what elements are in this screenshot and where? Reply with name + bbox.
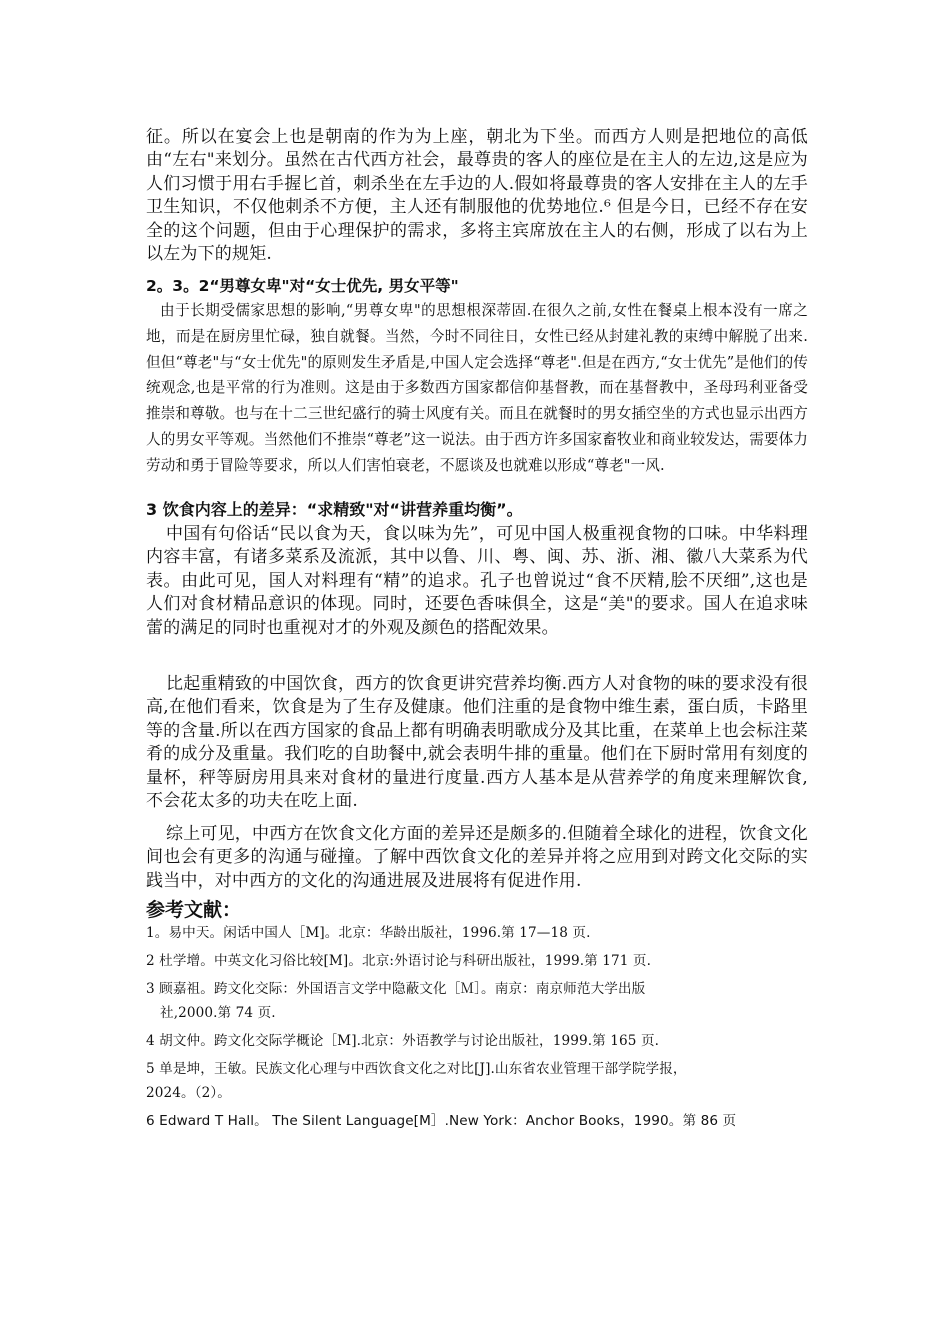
reference-text: 5 单是坤，王敏。民族文化心理与中西饮食文化之对比[J].山东省农业管理干部学院学报， bbox=[146, 1061, 687, 1077]
reference-item bbox=[146, 949, 810, 973]
reference-text: 2 杜学增。中英文化习俗比较[M]。北京:外语讨论与科研出版社，1999.第 171 页. bbox=[146, 953, 652, 969]
reference-item bbox=[146, 921, 810, 945]
reference-item bbox=[146, 1029, 810, 1053]
references-heading: 参考文献： bbox=[146, 899, 242, 921]
paragraph-chinese-cuisine: 中国有句俗话“民以食为天，食以味为先”，可见中国人极重视食物的口味。中华料理内容丰富，有诸多菜系及流派，其中以鲁、川、粤、闽、苏、浙、湘、徽八大菜系为代表。由此可见，国人对料理有“精”的追求。孔子也曾说过“食不厌精,脍不厌细”,这也是人们对食材精品意识的体现。同时，还要色香味俱全，这是“美"的要求。国人在追求味蕾的满足的同时也重视对才的外观及颜色的搭配效果。 bbox=[146, 524, 808, 638]
paragraph-seating-tail: 征。所以在宴会上也是朝南的作为为上座，朝北为下坐。而西方人则是把地位的高低由“左右"来划分。虽然在古代西方社会，最尊贵的客人的座位是在主人的左边,这是应为人们习惯于用右手握匕首，刺杀坐在左手边的人.假如将最尊贵的客人安排在主人的左手卫生知识，不仅他刺杀不方便，主人还有制服他的优势地位.⁶ 但是今日，已经不存在安全的这个问题，但由于心理保护的需求，多将主宾席放在主人的右侧，形成了以右为上以左为下的规矩. bbox=[146, 127, 808, 265]
reference-text: 1。易中天。闲话中国人［M]。北京：华龄出版社，1996.第 17—18 页. bbox=[146, 925, 591, 941]
reference-item bbox=[146, 977, 810, 1025]
paragraph-western-cuisine: 比起重精致的中国饮食，西方的饮食更讲究营养均衡.西方人对食物的味的要求没有很高,在他们看来，饮食是为了生存及健康。他们注重的是食物中维生素，蛋白质，卡路里等的含量.所以在西方国家的食品上都有明确表明歌成分及其比重，在菜单上也会标注菜肴的成分及重量。我们吃的自助餐中,就会表明牛排的重量。他们在下厨时常用有刻度的量杯，秤等厨房用具来对食材的量进行度量.西方人基本是从营养学的角度来理解饮食,不会花太多的功夫在吃上面. bbox=[146, 674, 809, 812]
reference-text: 4 胡文仲。跨文化交际学概论［M].北京：外语教学与讨论出版社，1999.第 165 页. bbox=[146, 1033, 660, 1049]
reference-item bbox=[146, 1109, 810, 1133]
reference-text: 6 Edward T Hall。 The Silent Language[M］.New York：Anchor Books，1990。第 86 页 bbox=[146, 1113, 737, 1129]
reference-item bbox=[146, 1057, 810, 1105]
paragraph-gender-roles: 由于长期受儒家思想的影响,“男尊女卑"的思想根深蒂固.在很久之前,女性在餐桌上根本没有一席之地，而是在厨房里忙碌，独自就餐。当然，今时不同往日，女性已经从封建礼教的束缚中解脱了出来.但但“尊老"与“女士优先"的原则发生矛盾是,中国人定会选择“尊老".但是在西方,“女士优先”是他们的传统观念,也是平常的行为准则。这是由于多数西方国家都信仰基督教，而在基督教中，圣母玛利亚备受推崇和尊敬。也与在十二三世纪盛行的骑士风度有关。而且在就餐时的男女插空坐的方式也显示出西方人的男女平等观。当然他们不推崇“尊老”这一说法。由于西方许多国家畜牧业和商业较发达，需要体力劳动和勇于冒险等要求，所以人们害怕衰老，不愿谈及也就难以形成“尊老"一风. bbox=[146, 302, 808, 474]
reference-text-continued: 社,2000.第 74 页. bbox=[160, 1005, 276, 1021]
reference-text-continued: 2024。（2）。 bbox=[146, 1085, 231, 1101]
section-heading-3: 3 饮食内容上的差异：“求精致"对“讲营养重均衡”。 bbox=[146, 500, 523, 519]
reference-text: 3 顾嘉祖。跨文化交际：外国语言文学中隐蔽文化［Ｍ］。南京：南京师范大学出版 bbox=[146, 981, 646, 997]
paragraph-conclusion: 综上可见，中西方在饮食文化方面的差异还是颇多的.但随着全球化的进程，饮食文化间也会有更多的沟通与碰撞。了解中西饮食文化的差异并将之应用到对跨文化交际的实践当中，对中西方的文化的沟通进展及进展将有促进作用. bbox=[146, 824, 809, 891]
section-heading-2-3-2: 2。3。2“男尊女卑"对“女士优先, 男女平等" bbox=[146, 277, 459, 295]
references-list bbox=[146, 921, 810, 1137]
